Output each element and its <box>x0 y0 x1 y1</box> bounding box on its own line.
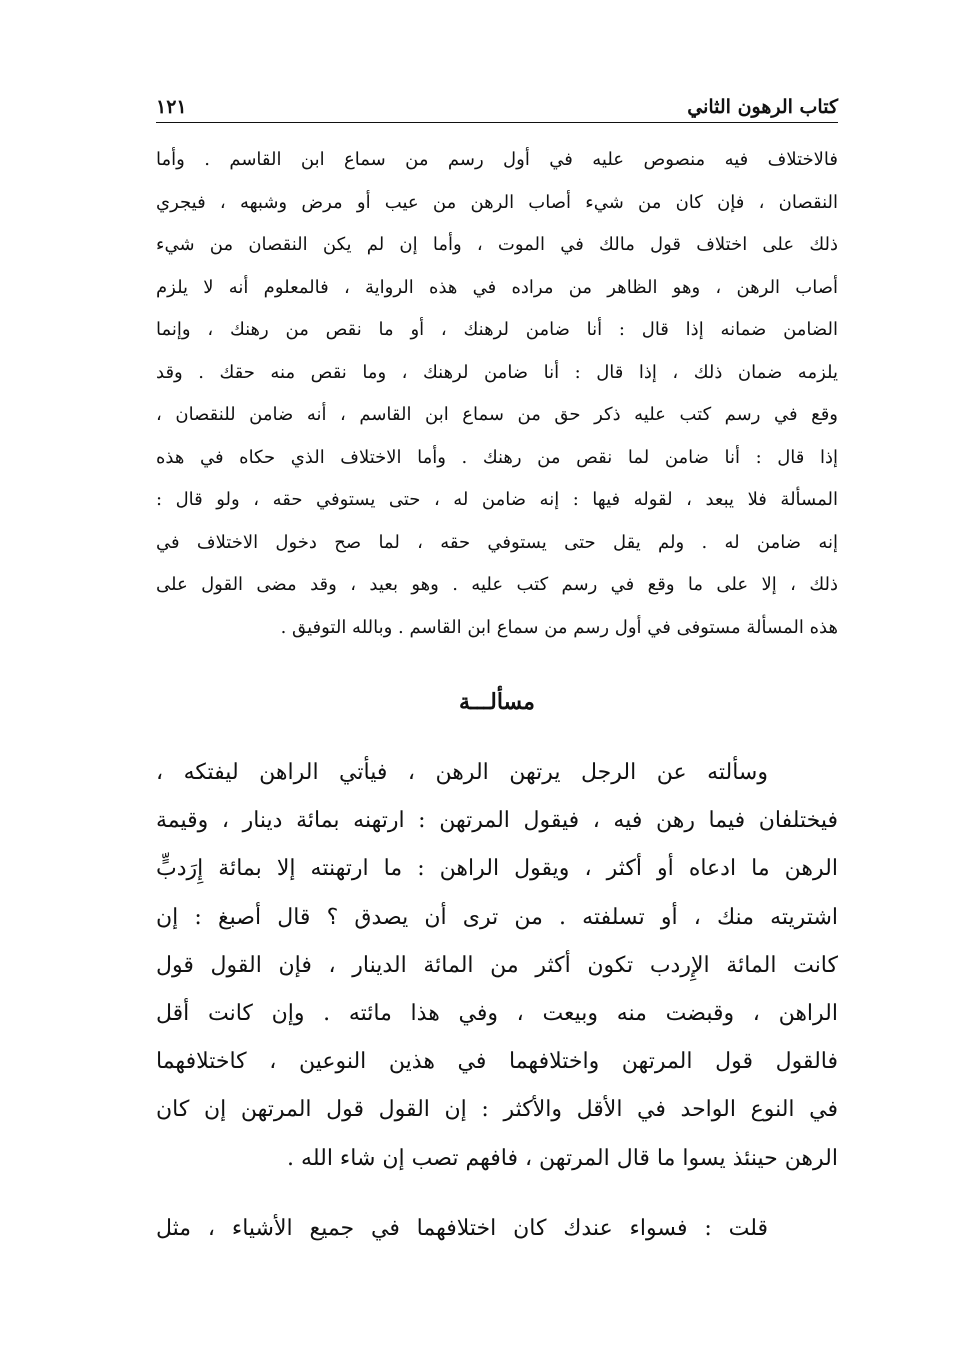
text-line: ذلك على اختلاف قول مالك في الموت ، وأما إن لم يكن النقصان من شيء <box>156 234 838 255</box>
text-line: الرهن ما ادعاه أو أكثر ، ويقول الراهن : ما ارتهنته إلا بمائة إِرَدبٍّ <box>156 856 838 882</box>
book-title: كتاب الرهون الثاني <box>687 96 838 118</box>
text-line: فيختلفان فيما رهن فيه ، فيقول المرتهن : ارتهنه بمائة دينار ، وقيمة <box>156 808 838 834</box>
text-line: في النوع الواحد في الأقل والأكثر : إن القول قول المرتهن إن كان <box>156 1097 838 1123</box>
text-line: ذلك ، إلا على ما وقع في رسم كتب عليه . وهو بعيد ، وقد مضى القول على <box>156 574 838 595</box>
text-line: يلزمه ضمان ذلك ، إذا قال : أنا ضامن لرهنك ، وما نقص منه حقك . وقد <box>156 361 838 383</box>
followup-paragraph <box>156 1205 838 1253</box>
text-line: الضامن ضمانه إذا قال : أنا ضامن لرهنك ، أو ما نقص من رهنك ، وإنما <box>156 319 838 340</box>
text-line: وقع في رسم كتب عليه ذكر حق من سماع ابن القاسم ، أنه ضامن للنقصان ، <box>156 404 838 425</box>
text-line: اشتريته منك ، أو تسلفته . من ترى أن يصدق ؟ قال أصبغ : إن <box>156 904 838 930</box>
text-line: إذا قال : أنا ضامن لما نقص من رهنك . وأما الاختلاف الذي حكاه في هذه <box>156 446 838 468</box>
text-line: فالاختلاف فيه منصوص عليه في أول رسم من سماع ابن القاسم . وأما <box>156 149 838 170</box>
commentary-paragraph <box>156 139 838 649</box>
text-line: وسألته عن الرجل يرتهن الرهن ، فيأتي الراهن ليفتكه ، <box>156 760 768 785</box>
running-header <box>156 78 838 123</box>
text-line: المسألة فلا يبعد ، لقوله فيها : إنه ضامن له ، حتى يستوفي حقه ، ولو قال : <box>156 489 838 510</box>
text-line: النقصان ، فإن كان من شيء أصاب الرهن من عيب أو مرض وشبهه ، فيجري <box>156 191 838 213</box>
text-line: أصاب الرهن ، وهو الظاهر من مراده في هذه الرواية ، فالمعلوم أنه لا يلزم <box>156 276 838 298</box>
book-page <box>156 78 838 1253</box>
text-line: كانت المائة الإِردب تكون أكثر من المائة الدينار ، فإن القول قول <box>156 952 838 978</box>
text-line: الرهن حينئذ يسوا ما قال المرتهن ، فافهم تصب إن شاء الله . <box>287 1145 838 1171</box>
text-line: هذه المسألة مستوفى في أول رسم من سماع ابن القاسم . وبالله التوفيق . <box>280 616 838 638</box>
text-line: قلت : فسواء عندك كان اختلافهما في جميع الأشياء ، مثل <box>156 1215 768 1241</box>
page-number: ١٢١ <box>156 96 187 118</box>
text-line: فالقول قول المرتهن واختلافهما في هذين النوعين ، كاختلافهما <box>156 1049 838 1075</box>
section-heading: مسألـــة <box>459 689 535 715</box>
text-line: الراهن ، وقبضت منه وبيعت ، وفي هذا مائته . وإن كانت أقل <box>156 1001 838 1027</box>
question-paragraph <box>156 749 838 1183</box>
text-line: إنه ضامن له . ولم يقل حتى يستوفي حقه ، لما صح دخول الاختلاف في <box>156 531 838 553</box>
